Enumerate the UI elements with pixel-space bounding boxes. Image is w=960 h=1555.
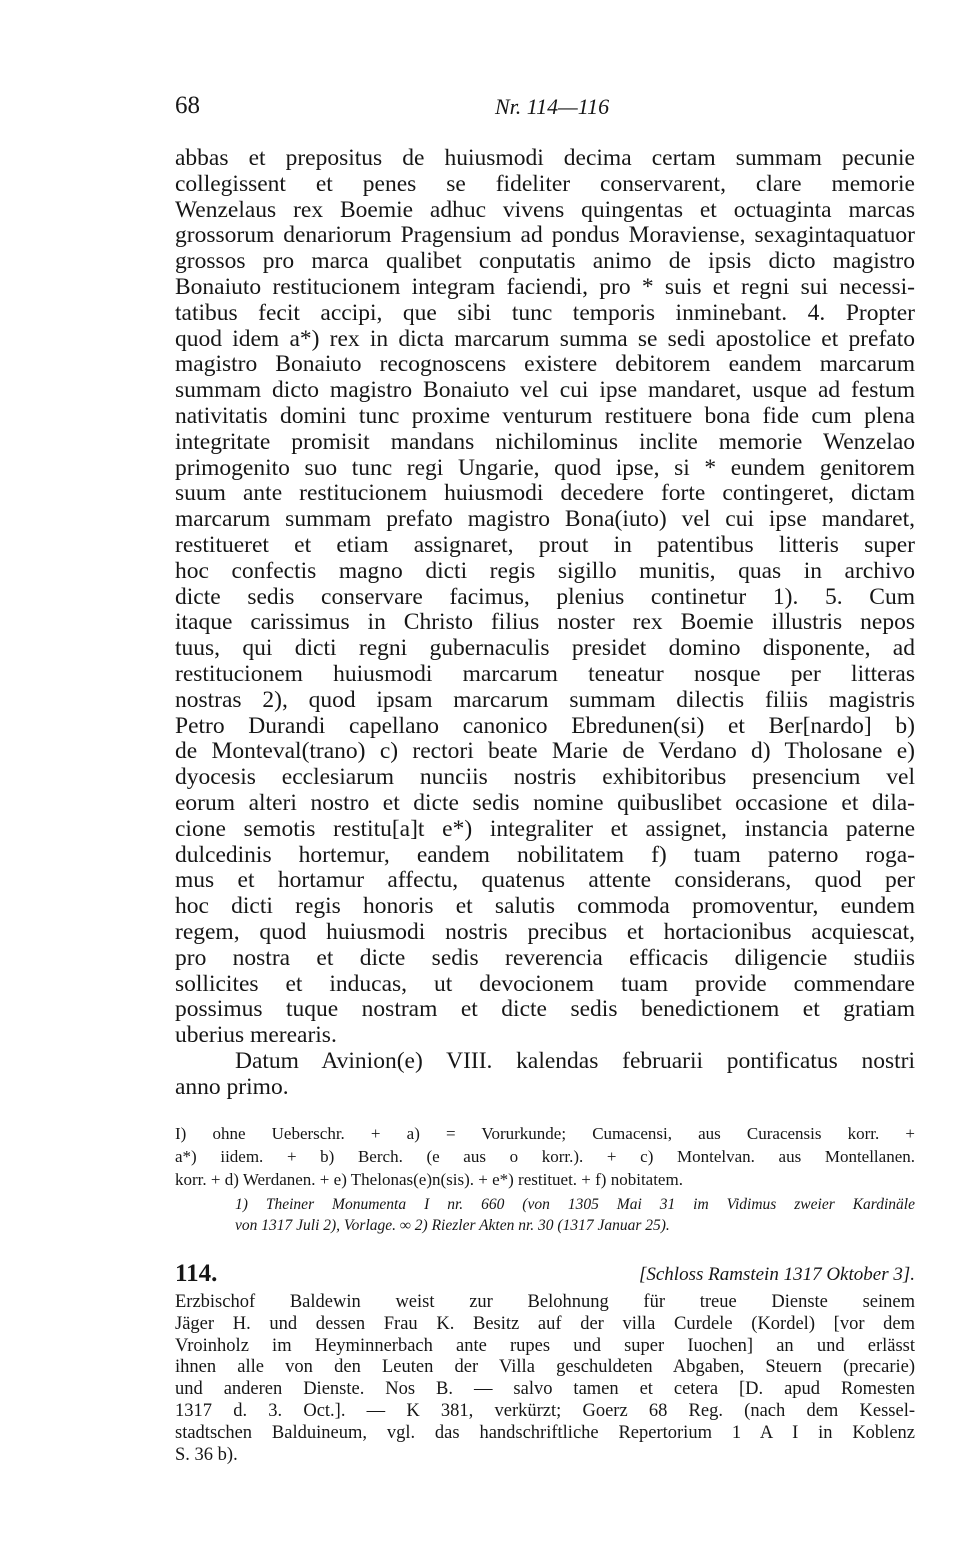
critical-apparatus: [175, 1122, 915, 1191]
footnotes: [235, 1194, 915, 1236]
footnote-line: von 1317 Juli 2), Vorlage. ∞ 2) Riezler Akten nr. 30 (1317 Januar 25).: [235, 1217, 670, 1234]
text-line: pro nostra et dicte sedis reverencia efficacis diligencie studiis: [175, 944, 915, 971]
text-line: hoc dicti regis honoris et salutis commoda promoventur, eundem: [175, 893, 915, 920]
text-line: dicte sedis conservare facimus, plenius continetur 1). 5. Cum: [175, 583, 915, 610]
text-line: integritate promisit mandans nichilominus inclite memorie Wenzelao: [175, 428, 915, 455]
text-line: abbas et prepositus de huiusmodi decima certam summam pecunie: [175, 145, 915, 171]
text-line: de Monteval(trano) c) rectori beate Marie de Verdano d) Tholosane e): [175, 738, 915, 765]
text-line: grossorum denariorum Pragensium ad pondus Moraviense, sexagintaquatuor: [175, 222, 915, 249]
text-line: restitucionem huiusmodi marcarum teneatur nosque per litteras: [175, 660, 915, 687]
dating-line: Datum Avinion(e) VIII. kalendas februarii pontificatus nostri: [235, 1047, 915, 1074]
text-line: eorum alteri nostro et dicte sedis nomine quibuslibet occasione et dila-: [175, 789, 915, 816]
text-line: itaque carissimus in Christo filius noster rex Boemie illustris nepos: [175, 609, 915, 636]
text-line: summam dicto magistro Bonaiuto vel cui ipse mandaret, usque ad festum: [175, 377, 915, 404]
text-line: quod idem a*) rex in dicta marcarum summa se sedi apostolice et prefato: [175, 325, 915, 352]
regest-line: ihnen alle von den Leuten der Villa geschuldeten Abgaben, Steuern (precarie): [175, 1357, 915, 1378]
entry-regest: [175, 1292, 915, 1466]
text-line: nativitatis domini tunc proxime venturum restituere bona fide cum plena: [175, 402, 915, 429]
text-line: Wenzelaus rex Boemie adhuc vivens quingentas et octuaginta marcas: [175, 196, 915, 223]
text-line: tatibus fecit accipi, que sibi tunc temporis inminebant. 4. Propter: [175, 299, 915, 326]
dating-line: anno primo.: [175, 1073, 289, 1100]
regest-line: Jäger H. und dessen Frau K. Besitz auf der villa Curdele (Kordel) [vor dem: [175, 1313, 915, 1334]
text-line: cione semotis restitu[a]t e*) integraliter et assignet, instancia paterne: [175, 815, 915, 842]
regest-line: stadtschen Balduineum, vgl. das handschriftliche Repertorium 1 A I in Koblenz: [175, 1422, 915, 1443]
regest-line: Vroinholz im Heyminnerbach ante rupes und super Iuochen] an und erlässt: [175, 1335, 915, 1356]
entry-heading: [175, 1260, 915, 1290]
text-line: collegissent et penes se fideliter conservarent, clare memorie: [175, 170, 915, 197]
text-line: possimus tuque nostram et dicte sedis benedictionem et gratiam: [175, 996, 915, 1023]
apparatus-line: I) ohne Ueberschr. + a) = Vorurkunde; Cumacensi, aus Curacensis korr. +: [175, 1124, 915, 1143]
regest-line: S. 36 b).: [175, 1444, 238, 1465]
text-line: restitueret et etiam assignaret, prout in patentibus litteris super: [175, 531, 915, 558]
text-line: suum ante restitucionem huiusmodi decedere forte contingeret, dictam: [175, 480, 915, 507]
text-line: tuus, qui dicti regni gubernaculis presidet domino disponente, ad: [175, 635, 915, 662]
running-head: [175, 92, 915, 126]
regest-line: 1317 d. 3. Oct.]. — K 381, verkürzt; Goerz 68 Reg. (nach dem Kessel-: [175, 1400, 915, 1421]
page-number: 68: [175, 92, 200, 119]
apparatus-line: korr. + d) Werdanen. + e) Thelonas(e)n(sis). + e*) restituet. + f) nobitatem.: [175, 1170, 683, 1189]
text-line: Bonaiuto restitucionem integram faciendi, pro * suis et regni sui necessi-: [175, 273, 915, 300]
text-line: Petro Durandi capellano canonico Ebredunen(si) et Ber[nardo] b): [175, 712, 915, 739]
text-line: dulcedinis hortemur, eandem nobilitatem f) tuam paterno roga-: [175, 841, 915, 868]
footnote-line: 1) Theiner Monumenta I nr. 660 (von 1305 Mai 31 im Vidimus zweier Kardinäle: [235, 1196, 915, 1213]
regest-line: Erzbischof Baldewin weist zur Belohnung für treue Dienste seinem: [175, 1292, 915, 1312]
text-line: nostras 2), quod ipsam marcarum summam dilectis filiis magistris: [175, 686, 915, 713]
text-line: regem, quod huiusmodi nostris precibus et hortacionibus acquiescat,: [175, 918, 915, 945]
regest-line: und anderen Dienste. Nos B. — salvo tamen et cetera [D. apud Romesten: [175, 1379, 915, 1400]
entry-date: [Schloss Ramstein 1317 Oktober 3].: [638, 1264, 915, 1285]
entry-number: 114.: [175, 1260, 218, 1287]
text-line: primogenito suo tunc regi Ungarie, quod ipse, si * eundem genitorem: [175, 454, 915, 481]
text-line: grossos pro marca qualibet conputatis animo de ipsis dicto magistro: [175, 248, 915, 275]
text-line: sollicites et inducas, ut devocionem tuam provide commendare: [175, 970, 915, 997]
text-line: dyocesis ecclesiarum nunciis nostris exhibitoribus presencium vel: [175, 764, 915, 791]
section-reference: Nr. 114—116: [495, 94, 610, 119]
text-line: uberius merearis.: [175, 1022, 337, 1049]
apparatus-line: a*) iidem. + b) Berch. (e aus o korr.). + c) Montelvan. aus Montellanen.: [175, 1147, 915, 1166]
text-line: mus et hortamur affectu, quatenus attente considerans, quod per: [175, 867, 915, 894]
text-line: marcarum summam prefato magistro Bona(iuto) vel cui ipse mandaret,: [175, 506, 915, 533]
charter-text: [175, 146, 915, 1100]
text-line: hoc confectis magno dicti regis sigillo munitis, quas in archivo: [175, 557, 915, 584]
text-line: magistro Bonaiuto recognoscens existere debitorem eandem marcarum: [175, 351, 915, 378]
